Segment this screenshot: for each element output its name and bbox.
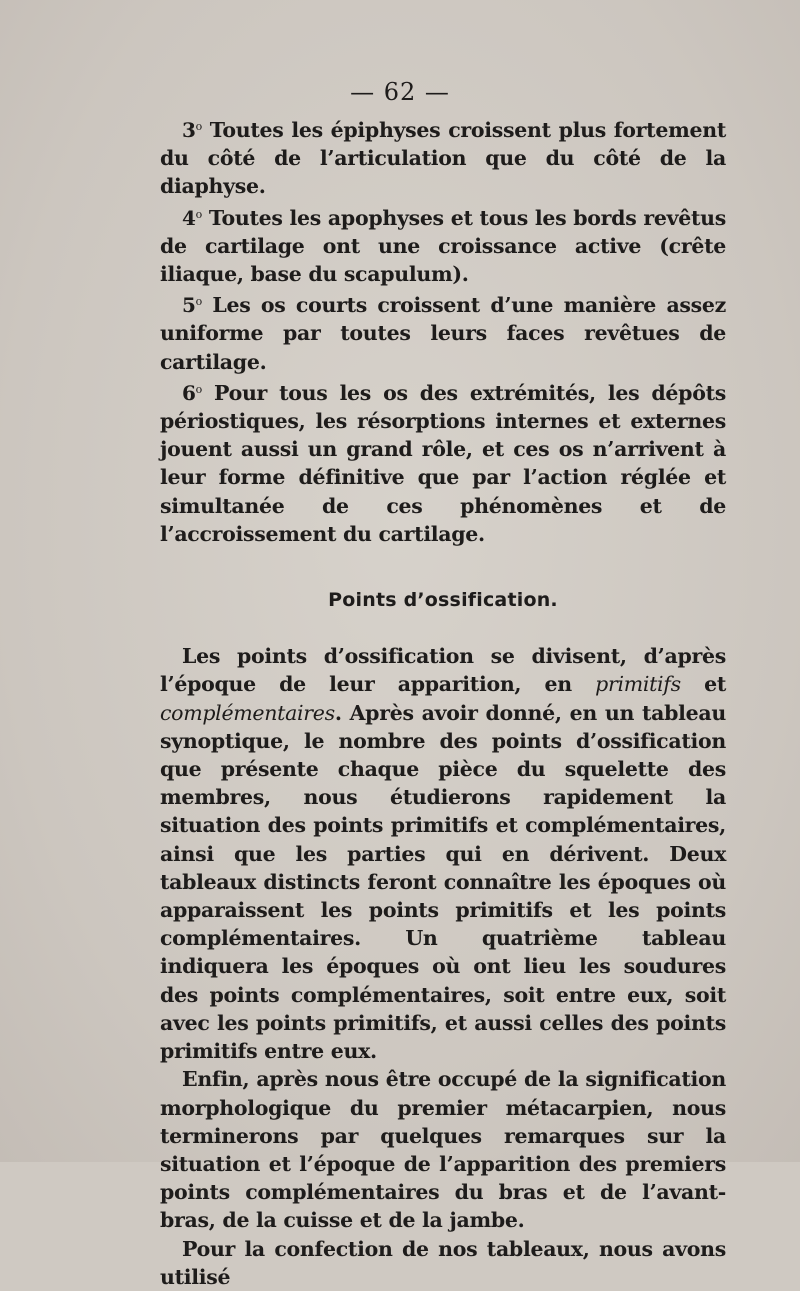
italic-term: primitifs: [595, 672, 681, 697]
ordinal-mark: o: [195, 382, 202, 396]
list-item-4: [160, 201, 726, 289]
item-number: 5: [182, 293, 196, 318]
list-item-6: [160, 376, 726, 548]
item-number: 3: [182, 118, 196, 142]
item-text: Toutes les épiphyses croissent plus fortement du côté de l’articulation que du côté de la diaphyse.: [160, 118, 726, 199]
paragraph-tables: Pour la confection de nos tableaux, nous avons utilisé: [160, 1236, 726, 1289]
list-item-5: [160, 288, 726, 376]
ordinal-mark: o: [195, 295, 202, 309]
paragraph-ossification-points: Les points d’ossification se divisent, d’après l’époque de leur apparition, en primitifs et complémentaires. Après avoir donné, en un tableau synoptique, le nombre des points d’ossification que présente chaque pièce du squelette des membres, nous étudierons rapidement la situation des points primitifs et complémentaires, ainsi que les parties qui en dérivent. Deux tableaux distincts feront connaître les époques où apparaissent les points primitifs et les points complémentaires. Un quatrième tableau indiquera les époques où ont lieu les soudures des points complémentaires, soit entre eux, soit avec les points primitifs, et aussi celles des points primitifs entre eux.: [160, 644, 727, 1064]
item-text: Toutes les apophyses et tous les bords revêtus de cartilage ont une croissance active (crête iliaque, base du scapulum).: [160, 205, 726, 287]
item-number: 6: [182, 380, 196, 405]
item-number: 4: [182, 205, 196, 230]
item-text: Les os courts croissent d’une manière assez uniforme par toutes leurs faces revêtues de cartilage.: [160, 293, 726, 374]
list-item-3: [160, 113, 726, 201]
section-heading: Points d’ossification.: [328, 589, 558, 612]
page-number: — 62 —: [350, 78, 450, 106]
ordinal-mark: o: [195, 120, 202, 133]
italic-term: complémentaires: [160, 700, 335, 725]
ordinal-mark: o: [195, 207, 202, 221]
paragraph-metacarpal: Enfin, après nous être occupé de la signification morphologique du premier métacarpien, nous terminerons par quelques remarques sur la situation et l’époque de l’apparition des premiers points complémentaires du bras et de l’avant-bras, de la cuisse et de la jambe.: [160, 1067, 726, 1233]
body-text: [160, 113, 726, 1291]
item-text: Pour tous les os des extrémités, les dépôts périostiques, les résorptions internes et externes jouent aussi un grand rôle, et ces os n’arrivent à leur forme définitive que par l’action réglée et simultanée de ces phénomènes et de l’accroissement du cartilage.: [160, 380, 726, 546]
